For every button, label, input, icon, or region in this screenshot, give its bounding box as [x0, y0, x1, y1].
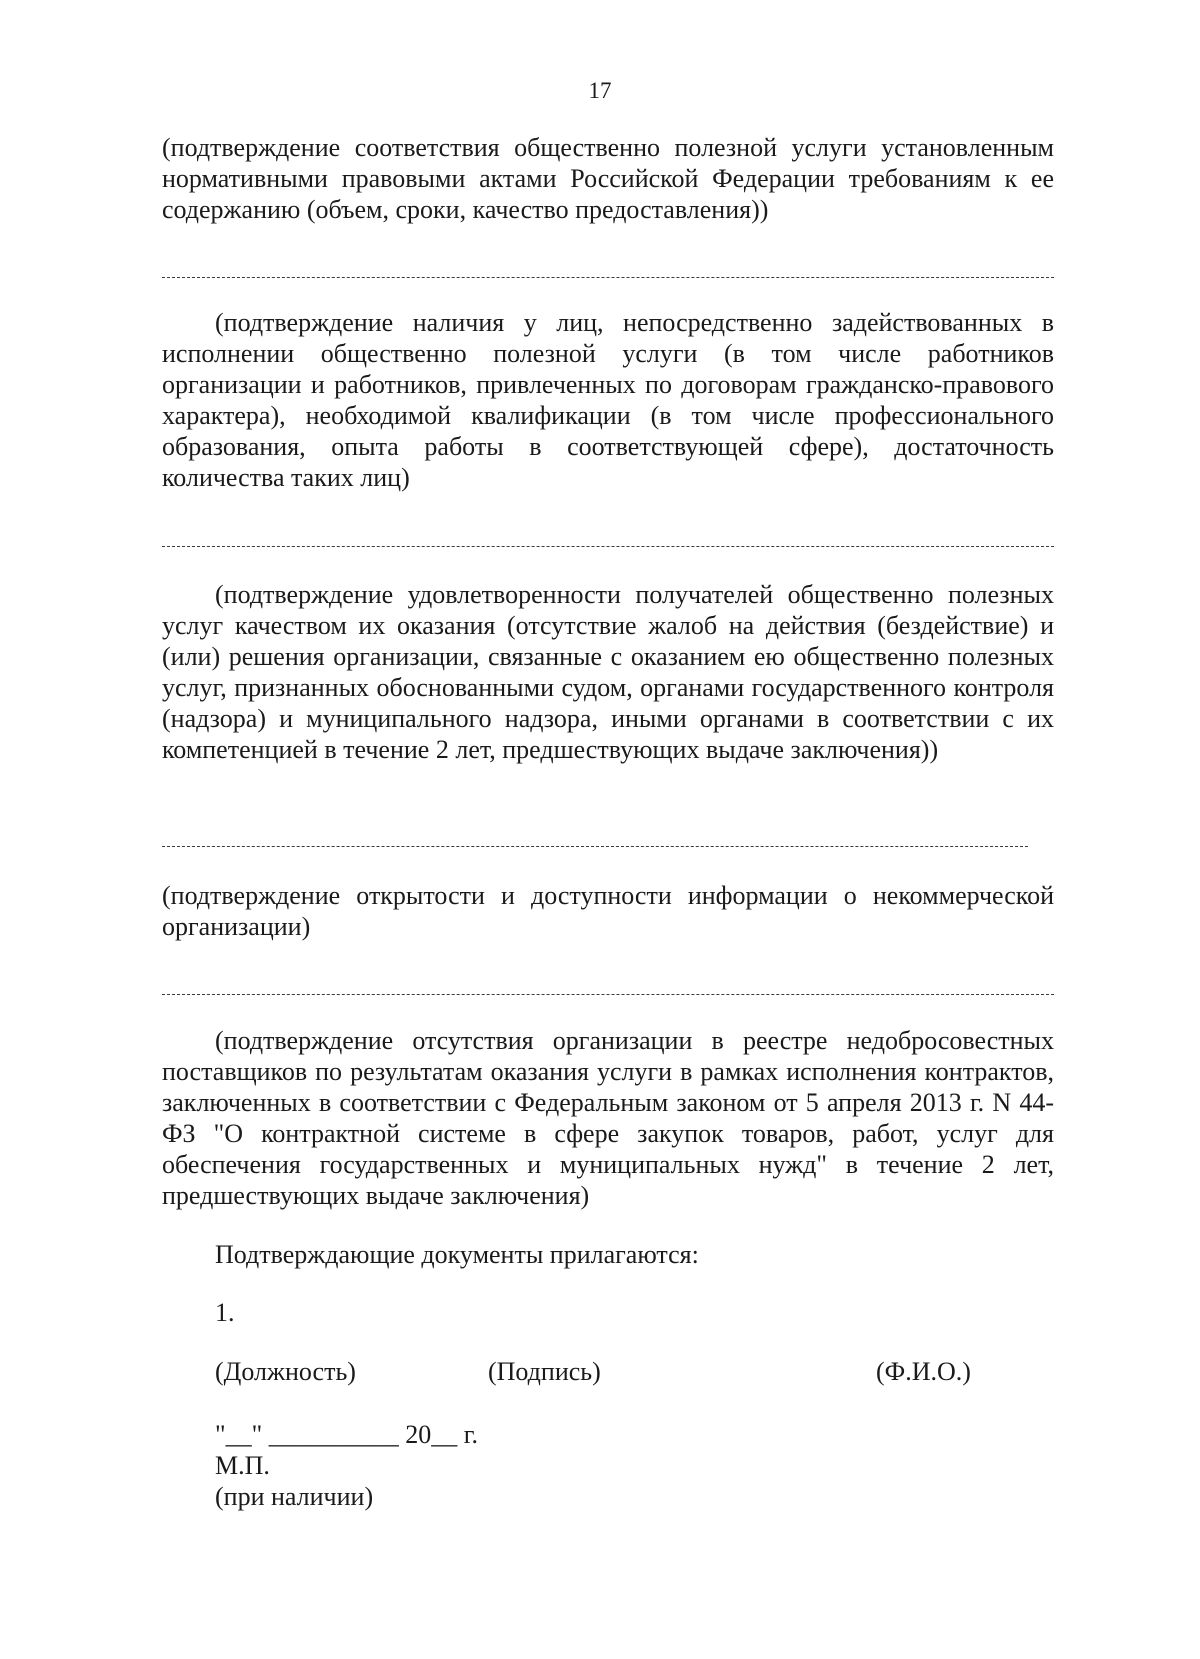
- signature-name-label: (Ф.И.О.): [876, 1357, 971, 1386]
- paragraph-unfair-suppliers-registry: (подтверждение отсутствия организации в реестре недобросовестных поставщиков по результатам оказания услуги в рамках исполнения контрактов, заключенных в соответствии с Федеральным законом от 5 апреля 2013 г. N 44-ФЗ "О контрактной системе в сфере закупок товаров, работ, услуг для обеспечения государственных и муниципальных нужд" в течение 2 лет, предшествующих выдаче заключения): [162, 1026, 1054, 1210]
- page-number: 17: [588, 78, 612, 103]
- paragraph-recipient-satisfaction: (подтверждение удовлетворенности получателей общественно полезных услуг качеством их оказания (отсутствие жалоб на действия (бездействие) и (или) решения организации, связанные с оказанием ею общественно полезных услуг, признанных обоснованными судом, органами государственного контроля (надзора) и муниципального надзора, иными органами в соответствии с их компетенцией в течение 2 лет, предшествующих выдаче заключения)): [162, 580, 1054, 764]
- stamp-label: М.П.: [215, 1451, 270, 1480]
- attachment-list-item: 1.: [215, 1298, 235, 1327]
- paragraph-staff-qualification: (подтверждение наличия у лиц, непосредственно задействованных в исполнении общественно полезной услуги (в том числе работников организации и работников, привлеченных по договорам гражданско-правового характера), необходимой квалификации (в том числе профессионального образования, опыта работы в соответствующей сфере), достаточность количества таких лиц): [162, 308, 1054, 492]
- stamp-note: (при наличии): [215, 1482, 374, 1511]
- attachments-label: Подтверждающие документы прилагаются:: [215, 1240, 699, 1269]
- fill-line-1: [162, 277, 1054, 278]
- paragraph-information-openness: (подтверждение открытости и доступности информации о некоммерческой организации): [162, 881, 1054, 941]
- date-line: "__" __________ 20__ г.: [215, 1420, 478, 1449]
- fill-line-3: [162, 846, 1028, 847]
- fill-line-4: [162, 994, 1054, 995]
- paragraph-service-compliance: (подтверждение соответствия общественно полезной услуги установленным нормативными правовыми актами Российской Федерации требованиям к ее содержанию (объем, сроки, качество предоставления)): [162, 133, 1054, 224]
- signature-sign-label: (Подпись): [488, 1357, 601, 1386]
- fill-line-2: [162, 546, 1054, 547]
- signature-position-label: (Должность): [215, 1357, 356, 1386]
